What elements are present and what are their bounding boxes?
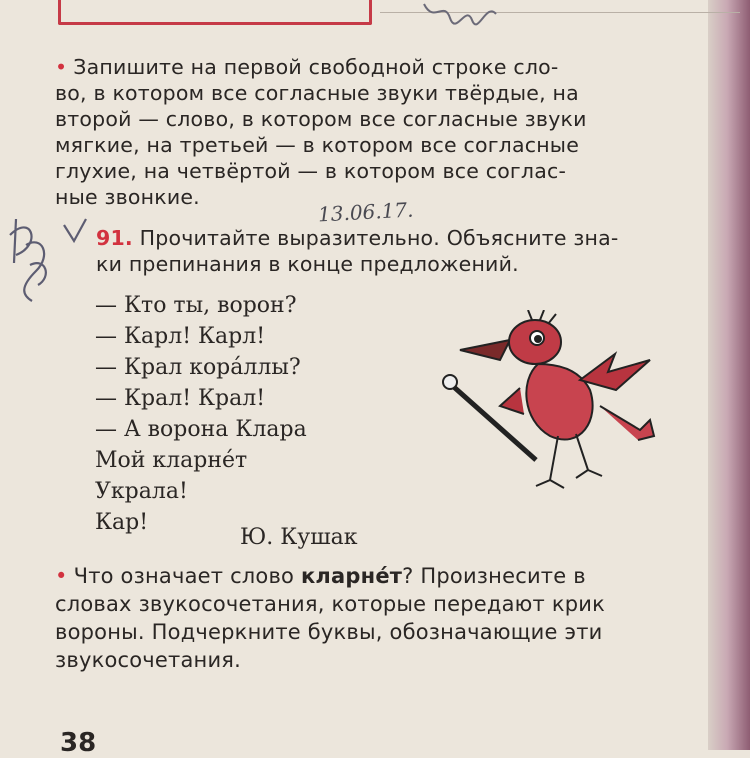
handwritten-date: 13.06.17. xyxy=(317,197,414,227)
bullet-icon: • xyxy=(55,55,68,79)
instruction-line-1: • Запишите на первой свободной строке сло- xyxy=(55,55,559,79)
poem xyxy=(95,290,307,538)
question-block xyxy=(55,562,715,674)
poem-line: — Кто ты, ворон? xyxy=(95,293,297,318)
task-91 xyxy=(96,225,716,277)
task-number: 91. xyxy=(96,226,133,250)
question-line-4: звукосочетания. xyxy=(55,648,242,672)
task-line-2: ки препинания в конце предложений. xyxy=(96,252,519,276)
question-line-1: • Что означает слово кларне́т? Произнесите в xyxy=(55,564,586,588)
instruction-line-4: мягкие, на третьей — в котором все согласные xyxy=(55,133,580,157)
crow-with-clarinet-illustration xyxy=(440,310,670,500)
handwritten-margin-mark-icon xyxy=(2,205,102,305)
task-line-1: 91. Прочитайте выразительно. Объясните зна- xyxy=(96,226,619,250)
question-line-3: вороны. Подчеркните буквы, обозначающие эти xyxy=(55,620,603,644)
highlighted-word: кларне́т xyxy=(300,564,403,588)
poem-line: Мой кларне́т xyxy=(95,448,248,473)
top-answer-box xyxy=(58,0,372,25)
poem-line: — Крал! Крал! xyxy=(95,386,266,411)
question-line-2: словах звукосочетания, которые передают крик xyxy=(55,592,605,616)
page-number: 38 xyxy=(60,728,97,758)
bullet-icon: • xyxy=(55,564,68,588)
instruction-line-3: второй — слово, в котором все согласные звуки xyxy=(55,107,587,131)
poem-line: — Карл! Карл! xyxy=(95,324,266,349)
poem-line: Кар! xyxy=(95,510,149,535)
instruction-line-2: во, в котором все согласные звуки твёрдые, на xyxy=(55,81,579,105)
poem-line: — Крал кора́ллы? xyxy=(95,355,301,380)
instruction-line-5: глухие, на четвёртой — в котором все соглас- xyxy=(55,159,567,183)
poem-line: — А ворона Клара xyxy=(95,417,307,442)
poem-author: Ю. Кушак xyxy=(240,525,358,550)
handwritten-scribble-icon xyxy=(420,0,500,26)
exercise-instructions xyxy=(55,54,705,210)
poem-line: Украла! xyxy=(95,479,188,504)
instruction-line-6: ные звонкие. xyxy=(55,185,200,209)
